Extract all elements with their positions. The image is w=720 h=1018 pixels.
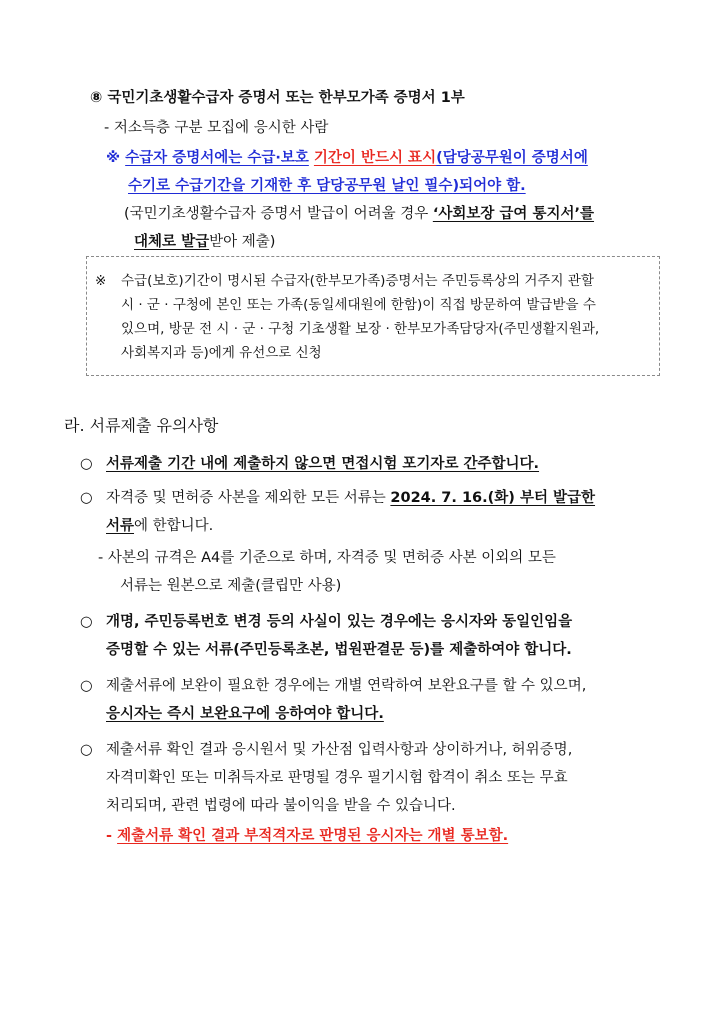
bullet-2-line2	[106, 516, 213, 536]
item8-sub: - 저소득층 구분 모집에 응시한 사람	[104, 120, 329, 136]
bullet-2-sub-line1: - 사본의 규격은 A4를 기준으로 하며, 자격증 및 면허증 사본 이외의 모든	[98, 550, 556, 566]
item8-paren-line1	[124, 204, 594, 224]
paren-l2-b: 받아 제출)	[209, 234, 276, 250]
paren-l1-a: (국민기초생활수급자 증명서 발급이 어려울 경우	[124, 206, 429, 222]
box-line2: 시 · 군 · 구청에 본인 또는 가족(동일세대원에 한함)이 직접 방문하여 발급받을 수	[121, 297, 596, 313]
bullet-2-line1	[106, 488, 595, 508]
bullet-4-line2: 응시자는 즉시 보완요구에 응하여야 합니다.	[106, 706, 384, 722]
bullet-3-line2: 증명할 수 있는 서류(주민등록초본, 법원판결문 등)를 제출하여야 합니다.	[106, 642, 572, 658]
bullet-2-sub-line2: 서류는 원본으로 제출(클립만 사용)	[120, 578, 342, 594]
box-mark: ※	[95, 273, 107, 289]
bullet-5-line2: 자격미확인 또는 미취득자로 판명될 경우 필기시험 합격이 취소 또는 무효	[106, 770, 568, 786]
note-l2: 수기로 수급기간을 기재한 후 담당공무원 날인 필수	[128, 178, 453, 194]
box-line1: 수급(보호)기간이 명시된 수급자(한부모가족)증명서는 주민등록상의 거주지 관할	[121, 273, 594, 289]
bullet-4-line1: 제출서류에 보완이 필요한 경우에는 개별 연락하여 보완요구를 할 수 있으며,	[106, 678, 587, 694]
b5-sub-dash: -	[106, 828, 113, 844]
paren-l1-b: ‘사회보장 급여 통지서’를	[432, 206, 595, 222]
box-line4: 사회복지과 등)에게 유선으로 신청	[121, 345, 322, 361]
paren-l2-a: 대체로 발급	[134, 234, 210, 250]
bullet-5-line1: 제출서류 확인 결과 응시원서 및 가산점 입력사항과 상이하거나, 허위증명,	[106, 742, 573, 758]
bullet-4-icon: ○	[80, 678, 93, 694]
bullet-1-icon: ○	[80, 456, 93, 472]
item8-title: ⑧ 국민기초생활수급자 증명서 또는 한부모가족 증명서 1부	[90, 90, 465, 106]
note-l2-end: )되어야 함.	[452, 178, 526, 194]
bullet-3-line1: 개명, 주민등록번호 변경 등의 사실이 있는 경우에는 응시자와 동일인임을	[106, 614, 573, 630]
note-l1-c: (담당공무원이 증명서에	[436, 150, 588, 166]
bullet-5-icon: ○	[80, 742, 93, 758]
note-l1-b: 기간이 반드시 표시	[313, 150, 437, 166]
item8-paren-line2	[134, 232, 275, 252]
b2-l2-b: 에 한합니다.	[134, 518, 214, 534]
b2-l1-b: 2024. 7. 16.(화) 부터 발급한	[390, 490, 596, 506]
section-title: 라. 서류제출 유의사항	[64, 416, 219, 435]
note-mark: ※	[106, 150, 121, 166]
bullet-3-icon: ○	[80, 614, 93, 630]
b5-sub-text: 제출서류 확인 결과 부적격자로 판명된 응시자는 개별 통보함.	[117, 828, 509, 844]
bullet-5-sub	[106, 826, 508, 846]
note-box	[86, 256, 660, 376]
box-line3: 있으며, 방문 전 시 · 군 · 구청 기초생활 보장 · 한부모가족담당자(주민생활지원과,	[121, 321, 600, 337]
bullet-5-line3: 처리되며, 관련 법령에 따라 불이익을 받을 수 있습니다.	[106, 798, 456, 814]
item8-note-line2	[128, 176, 526, 196]
item8-note-line1	[106, 148, 588, 168]
bullet-2-icon: ○	[80, 490, 93, 506]
note-l1-a: 수급자 증명서에는 수급·보호	[125, 150, 309, 166]
b2-l2-a: 서류	[106, 518, 135, 534]
bullet-1-text: 서류제출 기간 내에 제출하지 않으면 면접시험 포기자로 간주합니다.	[106, 456, 540, 472]
b2-l1-a: 자격증 및 면허증 사본을 제외한 모든 서류는	[106, 490, 386, 506]
